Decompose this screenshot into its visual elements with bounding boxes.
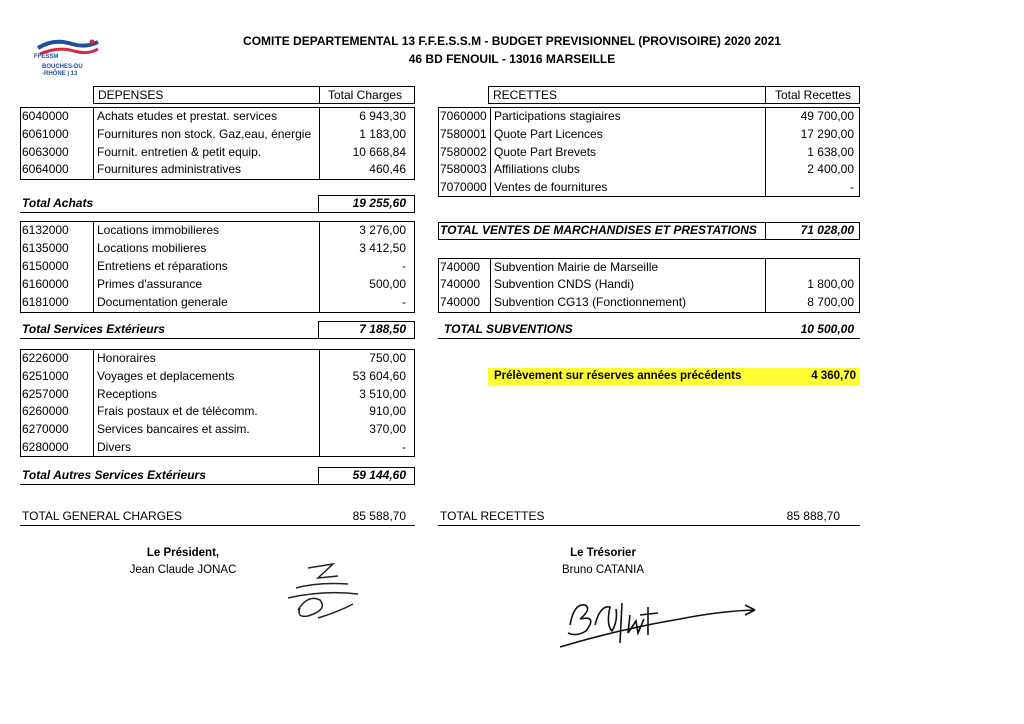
account-amount: 500,00 [369,277,406,291]
account-amount: 2 400,00 [807,162,854,176]
account-label: Fournit. entretien & petit equip. [97,145,262,159]
account-amount: - [402,440,406,454]
subtotal-row [22,321,412,338]
document-subtitle: 46 BD FENOUIL - 13016 MARSEILLE [408,52,616,66]
account-amount: 370,00 [369,422,406,436]
account-label: Affiliations clubs [494,162,580,176]
account-code: 6135000 [22,241,69,255]
reserve-row [494,368,856,385]
president-title: Le Président, [146,547,220,559]
table-row [22,240,412,257]
table-row [22,350,412,367]
account-amount: - [402,295,406,309]
subtotal-row [440,222,858,239]
table-row [440,179,858,196]
tresorier-name: Bruno CATANIA [561,564,645,576]
depenses-header-label: DEPENSES [98,88,164,102]
logo-sub1: BOUCHES-DU [42,64,83,70]
table-row [22,368,412,385]
account-label: Receptions [97,387,158,401]
account-label: Quote Part Licences [494,127,603,141]
subtotal-label: Total Autres Services Extérieurs [22,468,206,482]
subtotal-label: TOTAL SUBVENTIONS [444,322,573,336]
account-label: Fournitures non stock. Gaz,eau, énergie [97,127,312,141]
account-code: 6061000 [22,127,69,141]
president-signature-icon [278,560,368,625]
table-row [22,108,412,125]
account-label: Locations mobilieres [97,241,207,255]
account-label: Divers [97,440,132,454]
account-amount: 17 290,00 [800,127,854,141]
table-row [440,294,858,311]
account-amount: 6 943,30 [359,109,406,123]
account-label: Voyages et deplacements [97,369,235,383]
account-label: Primes d'assurance [97,277,202,291]
table-row [440,276,858,293]
subtotal-row [22,195,412,212]
account-label: Frais postaux et de télécomm. [97,404,258,418]
table-row [22,403,412,420]
subtotal-amount: 59 144,60 [352,468,406,482]
account-label: Honoraires [97,351,156,365]
account-code: 7580002 [440,145,487,159]
account-amount [768,259,854,276]
account-label: Entretiens et réparations [97,259,228,273]
table-row [22,126,412,143]
subtotal-row [440,321,858,338]
account-code: 7060000 [440,109,487,123]
subtotal-amount: 10 500,00 [800,322,854,336]
reserve-amount: 4 360,70 [811,370,856,382]
account-label: Subvention CNDS (Handi) [494,277,635,291]
subtotal-label: Total Achats [22,196,94,210]
account-amount: 460,46 [369,162,406,176]
account-amount: 53 604,60 [352,369,406,383]
account-code: 7580003 [440,162,487,176]
subtotal-label: Total Services Extérieurs [22,322,165,336]
grand-total-label: TOTAL GENERAL CHARGES [22,509,183,523]
account-code: 6251000 [22,369,69,383]
account-amount: 1 800,00 [807,277,854,291]
document-title: COMITE DEPARTEMENTAL 13 F.F.E.S.S.M - BUDGET PREVISIONNEL (PROVISOIRE) 2020 2021 [243,34,781,48]
depenses-header-total: Total Charges [328,88,403,102]
account-code: 6063000 [22,145,69,159]
account-code: 6132000 [22,223,69,237]
account-code: 6150000 [22,259,69,273]
grand-total-label: TOTAL RECETTES [440,509,545,523]
account-amount: 49 700,00 [800,109,854,123]
subtotal-label: TOTAL VENTES DE MARCHANDISES ET PRESTATIONS [440,223,757,237]
account-code: 7580001 [440,127,487,141]
tresorier-signature-icon [540,585,760,660]
logo-text: FFESSM [34,54,59,60]
account-code: 6280000 [22,440,69,454]
account-amount: 10 668,84 [352,145,406,159]
account-label: Fournitures administratives [97,162,242,176]
table-row [440,161,858,178]
account-amount: 910,00 [369,404,406,418]
account-label: Subvention CG13 (Fonctionnement) [494,295,687,309]
table-row [22,258,412,275]
recettes-header-total: Total Recettes [775,88,852,102]
account-code: 740000 [440,295,481,309]
account-amount: 3 412,50 [359,241,406,255]
table-row [22,294,412,311]
table-row [22,222,412,239]
account-amount: - [850,180,854,194]
account-amount: 1 638,00 [807,145,854,159]
subtotal-amount: 7 188,50 [359,322,406,336]
account-label: Locations immobilieres [97,223,220,237]
tresorier-title: Le Trésorier [570,547,636,559]
account-label: Subvention Mairie de Marseille [494,260,659,274]
subtotal-row [22,467,412,484]
table-row [22,421,412,438]
account-code: 6181000 [22,295,69,309]
account-code: 6257000 [22,387,69,401]
table-row [22,144,412,161]
account-code: 6064000 [22,162,69,176]
account-amount: 3 510,00 [359,387,406,401]
account-amount: 3 276,00 [359,223,406,237]
depenses-header [93,86,415,104]
table-row [22,439,412,456]
account-code: 740000 [440,277,481,291]
account-code: 6040000 [22,109,69,123]
account-label: Documentation generale [97,295,228,309]
account-label: Participations stagiaires [494,109,621,123]
grand-total-charges-row [22,508,412,525]
subtotal-amount: 19 255,60 [352,196,406,210]
account-code: 6226000 [22,351,69,365]
table-row [440,259,858,276]
account-amount: - [402,259,406,273]
account-amount: 8 700,00 [807,295,854,309]
account-code: 6260000 [22,404,69,418]
recettes-header-label: RECETTES [493,88,558,102]
table-row [440,108,858,125]
table-row [440,144,858,161]
grand-total-recettes-row [440,508,858,525]
grand-total-amount: 85 588,70 [352,509,406,523]
table-row [440,126,858,143]
table-row [22,161,412,178]
recettes-header [488,86,860,104]
account-label: Quote Part Brevets [494,145,597,159]
subtotal-amount: 71 028,00 [800,223,854,237]
account-code: 6160000 [22,277,69,291]
table-row [22,386,412,403]
account-code: 7070000 [440,180,487,194]
account-label: Achats etudes et prestat. services [97,109,278,123]
account-code: 6270000 [22,422,69,436]
account-amount: 750,00 [369,351,406,365]
table-row [22,276,412,293]
president-name: Jean Claude JONAC [129,564,237,576]
logo-sub2: -RHÔNE | 13 [42,71,78,77]
account-label: Services bancaires et assim. [97,422,250,436]
account-label: Ventes de fournitures [494,180,608,194]
grand-total-amount: 85 888,70 [786,509,840,523]
account-code: 740000 [440,260,481,274]
account-amount: 1 183,00 [359,127,406,141]
reserve-label: Prélèvement sur réserves années précédents [494,370,742,382]
